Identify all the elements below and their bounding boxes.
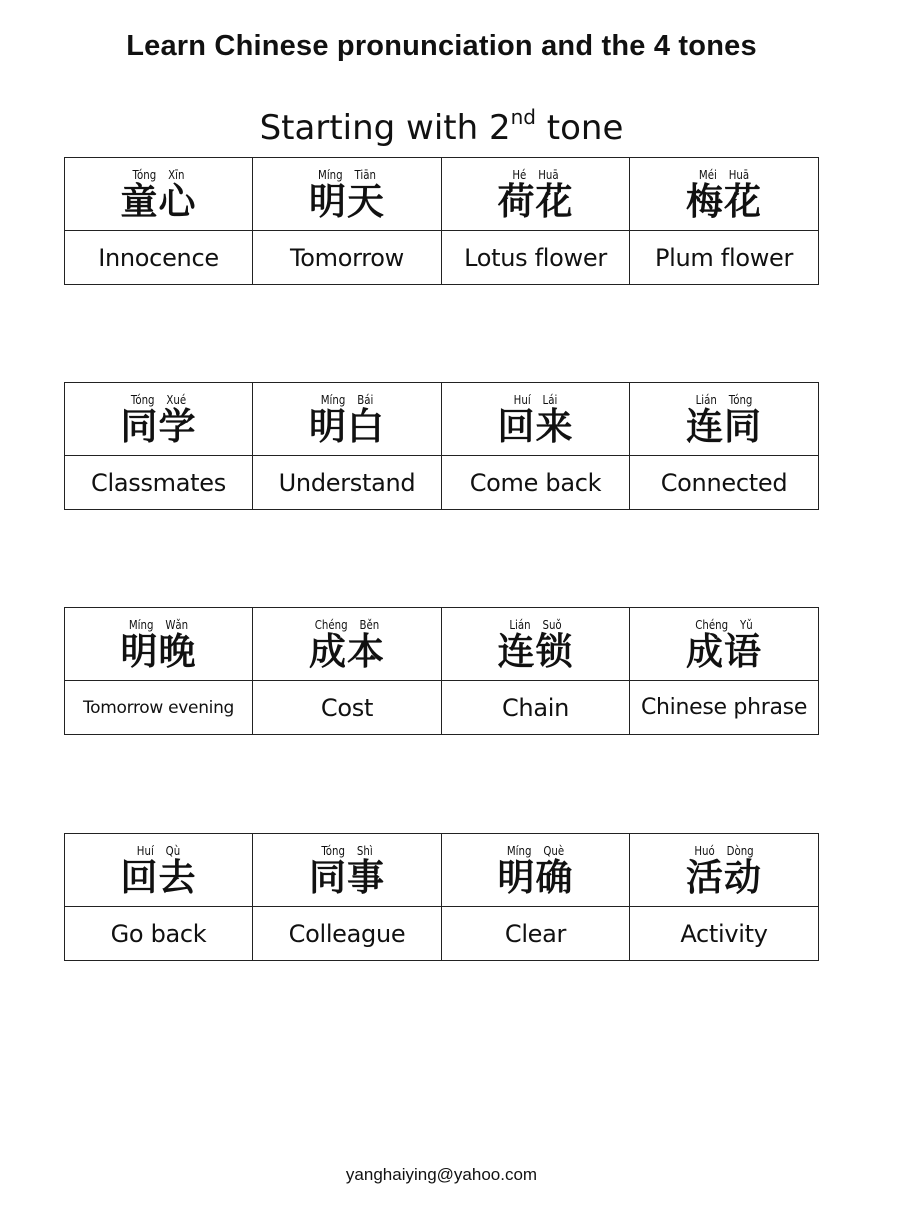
hanzi: 童心: [120, 180, 197, 223]
pinyin-syllable: Tóng: [130, 393, 155, 407]
meaning: Lotus flower: [464, 243, 607, 272]
meaning-cell: [442, 456, 630, 509]
hanzi: 明天: [309, 180, 385, 223]
pinyin: [79, 844, 238, 858]
hanzi: 回来: [497, 405, 574, 448]
pinyin-syllable: Yǔ: [740, 618, 753, 632]
pinyin-syllable: Méi: [698, 168, 717, 182]
meaning: Colleague: [288, 919, 406, 948]
pinyin: [456, 393, 615, 407]
word-cell: [630, 158, 818, 231]
meaning-cell: [442, 907, 630, 960]
pinyin-syllable: Míng: [320, 393, 346, 407]
pinyin-syllable: Wǎn: [165, 618, 189, 632]
subtitle-main: Starting with 2: [259, 108, 511, 148]
word-cell: [253, 608, 442, 681]
meaning-cell: [65, 456, 253, 509]
meaning-cell: [65, 231, 253, 284]
meaning-cell: [65, 681, 253, 734]
vocab-table-4: [64, 833, 819, 961]
pinyin-syllable: Huí: [136, 844, 154, 858]
meaning: Chain: [501, 693, 570, 722]
vocab-table-3: [64, 607, 819, 735]
hanzi: 明晚: [120, 630, 197, 673]
meaning: Innocence: [98, 243, 219, 272]
pinyin: [267, 618, 427, 632]
subtitle-superscript: nd: [510, 105, 536, 129]
pinyin: [267, 393, 427, 407]
meaning-cell: [630, 907, 818, 960]
meaning-cell: [630, 231, 818, 284]
pinyin-syllable: Suǒ: [542, 618, 562, 632]
meaning-cell: [630, 681, 818, 734]
word-cell: [442, 383, 630, 456]
pinyin-syllable: Tiān: [354, 168, 376, 182]
pinyin-syllable: Lián: [695, 393, 717, 407]
word-cell: [65, 608, 253, 681]
pinyin: [79, 168, 238, 182]
word-cell: [65, 834, 253, 907]
meaning-cell: [630, 456, 818, 509]
hanzi: 明确: [497, 856, 574, 899]
hanzi: 梅花: [686, 180, 762, 223]
pinyin-syllable: Huā: [538, 168, 559, 182]
pinyin-syllable: Chéng: [695, 618, 729, 632]
hanzi: 成本: [309, 630, 385, 673]
hanzi: 同学: [120, 405, 197, 448]
meaning-cell: [253, 456, 442, 509]
meaning-cell: [65, 907, 253, 960]
pinyin-syllable: Míng: [318, 168, 343, 182]
pinyin-syllable: Shì: [356, 844, 373, 858]
meaning-cell: [253, 681, 442, 734]
pinyin-syllable: Lái: [542, 393, 558, 407]
pinyin-syllable: Tóng: [132, 168, 157, 182]
meaning: Classmates: [91, 468, 226, 497]
meaning: Tomorrow: [289, 243, 405, 272]
subtitle-end: tone: [535, 108, 624, 148]
pinyin-syllable: Tóng: [728, 393, 753, 407]
page-title: Learn Chinese pronunciation and the 4 tones: [126, 30, 757, 62]
pinyin: [644, 168, 804, 182]
word-cell: [630, 608, 818, 681]
word-cell: [253, 158, 442, 231]
hanzi: 活动: [686, 856, 762, 899]
meaning: Clear: [504, 919, 567, 948]
pinyin-syllable: Xīn: [168, 168, 185, 182]
meaning: Activity: [680, 919, 768, 948]
pinyin-syllable: Míng: [506, 844, 532, 858]
pinyin-syllable: Lián: [509, 618, 531, 632]
meaning-cell: [253, 907, 442, 960]
footer-email: yanghaiying@yahoo.com: [345, 1165, 538, 1184]
meaning: Go back: [110, 919, 207, 948]
pinyin: [267, 168, 427, 182]
pinyin: [456, 618, 615, 632]
pinyin: [456, 168, 615, 182]
pinyin-syllable: Bái: [357, 393, 374, 407]
pinyin-syllable: Huí: [513, 393, 531, 407]
meaning: Understand: [278, 468, 416, 497]
pinyin: [79, 393, 238, 407]
word-cell: [442, 608, 630, 681]
word-cell: [253, 383, 442, 456]
pinyin: [644, 393, 804, 407]
pinyin: [644, 618, 804, 632]
pinyin-syllable: Tóng: [321, 844, 345, 858]
pinyin-syllable: Běn: [359, 618, 380, 632]
meaning: Cost: [320, 693, 374, 722]
pinyin-syllable: Huā: [728, 168, 750, 182]
meaning: Tomorrow evening: [82, 697, 235, 718]
hanzi: 回去: [120, 856, 197, 899]
pinyin-syllable: Dòng: [726, 844, 754, 858]
word-cell: [630, 834, 818, 907]
word-cell: [65, 383, 253, 456]
pinyin: [79, 618, 238, 632]
vocab-table-1: [64, 157, 819, 285]
hanzi: 连同: [686, 405, 762, 448]
hanzi: 荷花: [497, 180, 574, 223]
word-cell: [442, 158, 630, 231]
pinyin-syllable: Xué: [166, 393, 187, 407]
pinyin: [644, 844, 804, 858]
vocab-table-2: [64, 382, 819, 510]
pinyin-syllable: Míng: [128, 618, 154, 632]
meaning: Plum flower: [654, 243, 794, 272]
word-cell: [630, 383, 818, 456]
meaning-cell: [442, 231, 630, 284]
pinyin-syllable: Hé: [512, 168, 527, 182]
meaning-cell: [442, 681, 630, 734]
pinyin-syllable: Chéng: [314, 618, 348, 632]
subtitle: [0, 105, 883, 148]
hanzi: 成语: [686, 630, 762, 673]
pinyin-syllable: Què: [543, 844, 565, 858]
pinyin: [456, 844, 615, 858]
pinyin-syllable: Qù: [165, 844, 181, 858]
meaning: Come back: [469, 468, 602, 497]
meaning: Connected: [660, 468, 788, 497]
hanzi: 同事: [309, 856, 385, 899]
word-cell: [253, 834, 442, 907]
hanzi: 明白: [309, 405, 385, 448]
meaning-cell: [253, 231, 442, 284]
word-cell: [442, 834, 630, 907]
meaning: Chinese phrase: [640, 695, 808, 720]
pinyin-syllable: Huó: [694, 844, 715, 858]
pinyin: [267, 844, 427, 858]
hanzi: 连锁: [497, 630, 574, 673]
word-cell: [65, 158, 253, 231]
